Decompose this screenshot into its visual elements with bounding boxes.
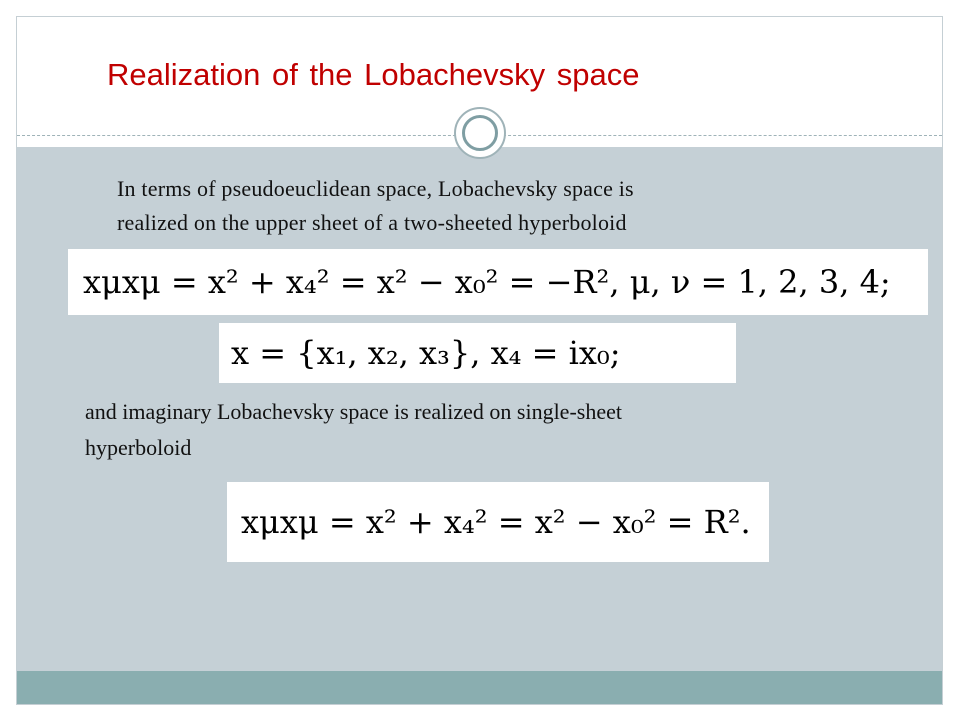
circle-ornament-inner bbox=[462, 115, 498, 151]
intro-line-1: In terms of pseudoeuclidean space, Lobachevsky space is bbox=[117, 176, 634, 201]
circle-ornament-icon bbox=[454, 107, 506, 159]
second-line-2: hyperboloid bbox=[85, 435, 192, 460]
formula-coordinates: x = {x₁, x₂, x₃}, x₄ = ix₀; bbox=[219, 323, 736, 383]
second-line-1: and imaginary Lobachevsky space is realized on single-sheet bbox=[85, 399, 622, 424]
footer-band bbox=[17, 671, 942, 704]
intro-paragraph bbox=[117, 172, 907, 240]
slide-title: Realization of the Lobachevsky space bbox=[107, 57, 640, 92]
slide-frame bbox=[16, 16, 943, 705]
formula-hyperboloid-two-sheet: xμxμ = x² + x₄² = x² − x₀² = −R², μ, ν = 1, 2, 3, 4; bbox=[68, 249, 928, 315]
formula-hyperboloid-single-sheet: xμxμ = x² + x₄² = x² − x₀² = R². bbox=[227, 482, 769, 562]
intro-line-2: realized on the upper sheet of a two-sheeted hyperboloid bbox=[117, 210, 627, 235]
second-paragraph bbox=[85, 394, 885, 466]
